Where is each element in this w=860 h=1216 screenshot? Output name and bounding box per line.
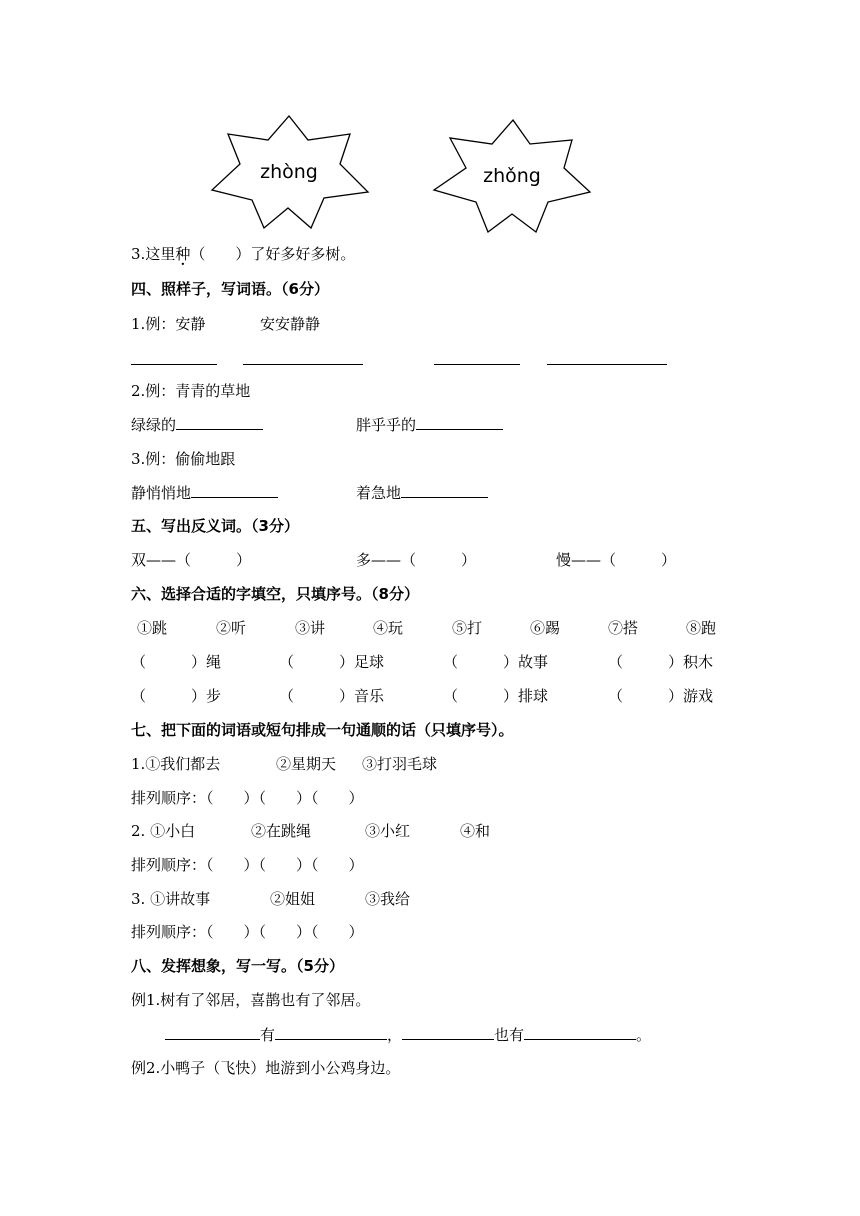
sec8-example-1: 例1.树有了邻居，喜鹊也有了邻居。 — [131, 991, 371, 1009]
antonym-item: 多——（ ） — [356, 551, 477, 569]
option-item: ①跳 — [137, 619, 168, 637]
fill-item: （ ）积木 — [608, 653, 714, 671]
answer-paren[interactable]: （ ） — [131, 653, 207, 671]
sec8-title: 八、发挥想象，写一写。（5分） — [131, 957, 344, 975]
blank-line[interactable] — [176, 415, 263, 430]
pinyin-zhong4: zhòng — [260, 161, 318, 183]
blank-line[interactable] — [243, 350, 363, 365]
sec7-q1-part: 1.①我们都去 — [131, 755, 221, 773]
sec4-ex2-label: 2.例：青青的草地 — [131, 382, 251, 400]
blank-line[interactable] — [402, 1025, 494, 1040]
option-item: ⑤打 — [452, 619, 483, 637]
answer-paren[interactable]: （ ） — [279, 653, 355, 671]
q3-num: 3. — [131, 245, 146, 263]
sec4-ex1-answer: 安安静静 — [260, 315, 321, 333]
q3-post: （ ）了好多好多树。 — [190, 245, 356, 263]
order-answer[interactable]: 排列顺序：（ ）（ ）（ ） — [131, 923, 364, 941]
fill-item: （ ）绳 — [131, 653, 222, 671]
sec7-q2-part: ④和 — [460, 822, 491, 840]
pinyin-star-2 — [430, 116, 592, 236]
pinyin-star-1 — [208, 112, 370, 232]
sec7-title: 七、把下面的词语或短句排成一句通顺的话（只填序号）。 — [131, 721, 514, 739]
sec7-q1-part: ②星期天 — [276, 755, 337, 773]
sec7-q3-part: ③我给 — [365, 890, 411, 908]
antonym-item: 慢——（ ） — [556, 551, 677, 569]
star-shape-icon — [430, 116, 592, 236]
answer-paren[interactable]: （ ） — [443, 653, 519, 671]
order-answer[interactable]: 排列顺序：（ ）（ ）（ ） — [131, 789, 364, 807]
sec7-q1-part: ③打羽毛球 — [362, 755, 438, 773]
option-item: ⑧跑 — [686, 619, 717, 637]
sec6-title: 六、选择合适的字填空，只填序号。（8分） — [131, 585, 419, 603]
answer-paren[interactable]: （ ） — [608, 653, 684, 671]
fill-item: （ ）步 — [131, 687, 222, 705]
blank-line[interactable] — [434, 350, 520, 365]
blank-line[interactable] — [165, 1025, 260, 1040]
option-item: ⑥踢 — [530, 619, 561, 637]
blank-line[interactable] — [401, 483, 488, 498]
blank-line[interactable] — [191, 483, 278, 498]
blank-line[interactable] — [416, 415, 503, 430]
answer-paren[interactable]: （ ） — [608, 687, 684, 705]
sec7-q3-part: ②姐姐 — [270, 890, 316, 908]
option-item: ②听 — [216, 619, 247, 637]
fill-item: （ ）游戏 — [608, 687, 714, 705]
sec7-q2-part: ②在跳绳 — [251, 822, 312, 840]
sec4-ex2-right: 胖乎乎的 — [356, 415, 503, 435]
blank-line[interactable] — [547, 350, 667, 365]
sec5-title: 五、写出反义词。（3分） — [131, 517, 299, 535]
blank-line[interactable] — [131, 350, 217, 365]
blank-line[interactable] — [524, 1025, 636, 1040]
option-item: ⑦搭 — [608, 619, 639, 637]
answer-paren[interactable]: （ ） — [443, 687, 519, 705]
option-item: ④玩 — [373, 619, 404, 637]
sec7-q2-part: 2. ①小白 — [131, 822, 196, 840]
option-item: ③讲 — [295, 619, 326, 637]
q3-dotted-char: 种 — [175, 245, 191, 263]
fill-item: （ ）足球 — [279, 653, 385, 671]
star-shape-icon — [208, 112, 370, 232]
answer-paren[interactable]: （ ） — [279, 687, 355, 705]
q3-pre: 这里 — [145, 245, 176, 263]
sec8-example-2: 例2.小鸭子（飞快）地游到小公鸡身边。 — [131, 1059, 401, 1077]
antonym-item: 双——（ ） — [131, 551, 252, 569]
sec4-ex3-right: 着急地 — [356, 483, 488, 503]
sec4-ex2-left: 绿绿的 — [131, 415, 263, 435]
order-answer[interactable]: 排列顺序：（ ）（ ）（ ） — [131, 856, 364, 874]
sec7-q2-part: ③小红 — [365, 822, 411, 840]
blank-line[interactable] — [275, 1025, 387, 1040]
sec4-ex3-left: 静悄悄地 — [131, 483, 278, 503]
q3-sentence — [131, 244, 355, 264]
sec8-fill-sentence: 有 ， 也有 。 — [165, 1025, 651, 1045]
fill-item: （ ）排球 — [443, 687, 549, 705]
pinyin-zhong3: zhǒng — [483, 165, 541, 187]
sec7-q3-part: 3. ①讲故事 — [131, 890, 211, 908]
fill-item: （ ）音乐 — [279, 687, 385, 705]
sec4-ex1-label: 1.例：安静 — [131, 315, 206, 333]
answer-paren[interactable]: （ ） — [131, 687, 207, 705]
fill-item: （ ）故事 — [443, 653, 549, 671]
sec4-ex3-label: 3.例：偷偷地跟 — [131, 450, 236, 468]
sec4-title: 四、照样子，写词语。（6分） — [131, 280, 329, 298]
